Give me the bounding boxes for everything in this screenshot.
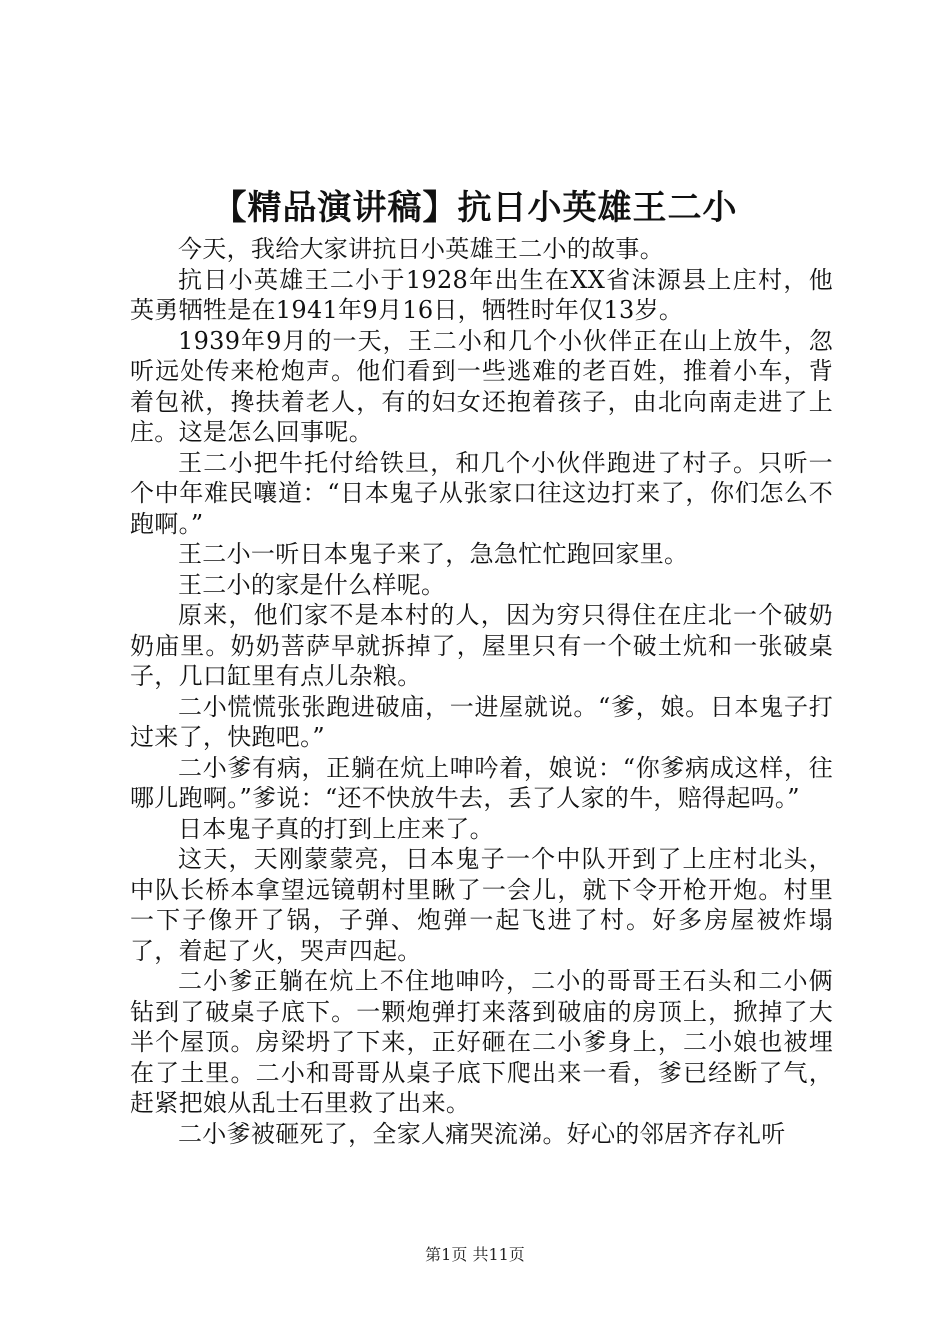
paragraph: 二小爹正躺在炕上不住地呻吟，二小的哥哥王石头和二小俩钻到了破桌子底下。一颗炮弹打来落到破庙的房顶上，掀掉了大半个屋顶。房梁坍了下来，正好砸在二小爹身上，二小娘也被埋在了土里。二小和哥哥从桌子底下爬出来一看，爹已经断了气，赶紧把娘从乱士石里救了出来。 [130,967,833,1117]
paragraph: 原来，他们家不是本村的人，因为穷只得住在庄北一个破奶奶庙里。奶奶菩萨早就拆掉了，屋里只有一个破土炕和一张破桌子，几口缸里有点儿杂粮。 [130,601,833,690]
page-title: 【精品演讲稿】抗日小英雄王二小 [212,188,738,228]
paragraph: 二小慌慌张张跑进破庙，一进屋就说。“爹，娘。日本鬼子打过来了，快跑吧。” [130,692,833,751]
paragraph: 王二小把牛托付给铁旦，和几个小伙伴跑进了村子。只听一个中年难民嚷道：“日本鬼子从张家口往这边打来了，你们怎么不跑啊。” [130,448,833,538]
page-footer: 第1页 共11页 [425,1245,525,1264]
paragraph: 今天，我给大家讲抗日小英雄王二小的故事。 [178,235,664,263]
article-body [130,234,833,1149]
paragraph: 二小爹被砸死了，全家人痛哭流涕。好心的邻居齐存礼听 [178,1119,786,1148]
paragraph: 王二小的家是什么样呢。 [178,570,446,599]
paragraph: 1939年9月的一天，王二小和几个小伙伴正在山上放牛，忽听远处传来枪炮声。他们看到一些逃难的老百姓，推着小车，背着包袱，搀扶着老人，有的妇女还抱着孩子，由北向南走进了上庄。这是怎么回事呢。 [130,326,833,446]
paragraph: 王二小一听日本鬼子来了，急急忙忙跑回家里。 [178,540,689,568]
paragraph: 抗日小英雄王二小于1928年出生在XX省沫源县上庄村，他英勇牺牲是在1941年9月16日，牺牲时年仅13岁。 [130,265,833,324]
paragraph: 日本鬼子真的打到上庄来了。 [178,814,494,843]
paragraph: 二小爹有病，正躺在炕上呻吟着，娘说：“你爹病成这样，往哪儿跑啊。”爹说：“还不快放牛去，丢了人家的牛，赔得起吗。” [130,753,833,812]
paragraph: 这天，天刚蒙蒙亮，日本鬼子一个中队开到了上庄村北头，中队长桥本拿望远镜朝村里瞅了一会儿，就下令开枪开炮。村里一下子像开了锅，子弹、炮弹一起飞进了村。好多房屋被炸塌了，着起了火，哭声四起。 [130,845,833,965]
